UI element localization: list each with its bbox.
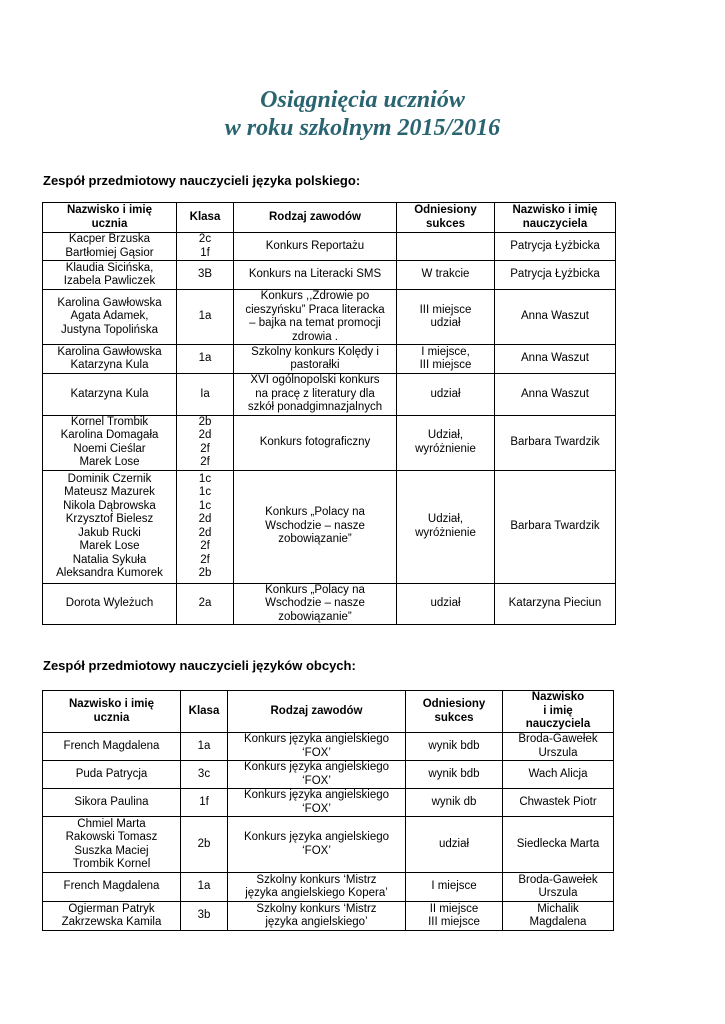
- cell-student: French Magdalena: [43, 873, 181, 902]
- cell-class: Ia: [177, 374, 234, 416]
- column-header-result: Odniesiony sukces: [397, 203, 495, 233]
- cell-student: Klaudia Sicińska, Izabela Pawliczek: [43, 261, 177, 290]
- table-row: [43, 233, 616, 261]
- cell-teacher: Barbara Twardzik: [495, 470, 616, 583]
- cell-class: 1f: [181, 789, 228, 817]
- cell-class: 3B: [177, 261, 234, 290]
- cell-contest: Szkolny konkurs ‘Mistrz języka angielskiego’: [228, 902, 406, 931]
- cell-teacher: Siedlecka Marta: [503, 817, 614, 873]
- cell-teacher: Patrycja Łyżbicka: [495, 261, 616, 290]
- cell-teacher: Broda-Gawełek Urszula: [503, 873, 614, 902]
- cell-student: French Magdalena: [43, 733, 181, 761]
- cell-teacher: Anna Waszut: [495, 374, 616, 416]
- cell-result: W trakcie: [397, 261, 495, 290]
- cell-student: Sikora Paulina: [43, 789, 181, 817]
- page-title-line-2: w roku szkolnym 2015/2016: [224, 115, 501, 141]
- cell-result: udział: [397, 374, 495, 416]
- cell-teacher: Barbara Twardzik: [495, 415, 616, 470]
- table-header-row: [43, 691, 614, 733]
- cell-class: 2c 1f: [177, 233, 234, 261]
- cell-contest: Konkurs języka angielskiego ‘FOX’: [228, 733, 406, 761]
- cell-result: udział: [406, 817, 503, 873]
- cell-class: 3c: [181, 761, 228, 789]
- cell-student: Dorota Wyleżuch: [43, 583, 177, 625]
- cell-result: wynik bdb: [406, 761, 503, 789]
- cell-class: 1a: [181, 733, 228, 761]
- cell-class: 1a: [177, 345, 234, 374]
- cell-result: Udział, wyróżnienie: [397, 470, 495, 583]
- cell-student: Chmiel Marta Rakowski Tomasz Suszka Maciej Trombik Kornel: [43, 817, 181, 873]
- cell-contest: Konkurs języka angielskiego ‘FOX’: [228, 789, 406, 817]
- cell-teacher: Patrycja Łyżbicka: [495, 233, 616, 261]
- cell-contest: Konkurs ,,Zdrowie po cieszyńsku” Praca literacka – bajka na temat promocji zdrowia .: [234, 290, 397, 345]
- cell-result: Udział, wyróżnienie: [397, 415, 495, 470]
- cell-result: I miejsce: [406, 873, 503, 902]
- cell-contest: Konkurs „Polacy na Wschodzie – nasze zobowiązanie”: [234, 470, 397, 583]
- cell-teacher: Anna Waszut: [495, 345, 616, 374]
- cell-class: 1a: [181, 873, 228, 902]
- cell-teacher: Chwastek Piotr: [503, 789, 614, 817]
- cell-class: 1c 1c 1c 2d 2d 2f 2f 2b: [177, 470, 234, 583]
- cell-student: Karolina Gawłowska Agata Adamek, Justyna Topolińska: [43, 290, 177, 345]
- section-heading-polish: Zespół przedmiotowy nauczycieli języka polskiego:: [43, 173, 361, 188]
- table-row: [43, 415, 616, 470]
- cell-result: wynik bdb: [406, 733, 503, 761]
- cell-contest: Konkurs „Polacy na Wschodzie – nasze zobowiązanie”: [234, 583, 397, 625]
- cell-class: 2b: [181, 817, 228, 873]
- cell-contest: Konkurs na Literacki SMS: [234, 261, 397, 290]
- cell-class: 2a: [177, 583, 234, 625]
- cell-result: [397, 233, 495, 261]
- table-row: [43, 261, 616, 290]
- achievements-table-polish: [42, 202, 616, 625]
- cell-student: Katarzyna Kula: [43, 374, 177, 416]
- table-row: [43, 733, 614, 761]
- cell-contest: XVI ogólnopolski konkurs na pracę z literatury dla szkół ponadgimnazjalnych: [234, 374, 397, 416]
- cell-teacher: Wach Alicja: [503, 761, 614, 789]
- column-header-teacher: Nazwisko i imię nauczyciela: [495, 203, 616, 233]
- column-header-result: Odniesiony sukces: [406, 691, 503, 733]
- table-row: [43, 817, 614, 873]
- cell-student: Puda Patrycja: [43, 761, 181, 789]
- cell-student: Ogierman Patryk Zakrzewska Kamila: [43, 902, 181, 931]
- cell-contest: Konkurs Reportażu: [234, 233, 397, 261]
- table-row: [43, 345, 616, 374]
- table-header-row: [43, 203, 616, 233]
- column-header-class: Klasa: [181, 691, 228, 733]
- table-row: [43, 761, 614, 789]
- cell-result: udział: [397, 583, 495, 625]
- achievements-table-foreign-languages: [42, 690, 614, 931]
- cell-student: Kacper Brzuska Bartłomiej Gąsior: [43, 233, 177, 261]
- cell-teacher: Anna Waszut: [495, 290, 616, 345]
- table-row: [43, 873, 614, 902]
- table-row: [43, 374, 616, 416]
- column-header-contest: Rodzaj zawodów: [234, 203, 397, 233]
- cell-class: 1a: [177, 290, 234, 345]
- column-header-teacher: Nazwisko i imię nauczyciela: [503, 691, 614, 733]
- cell-contest: Szkolny konkurs Kolędy i pastorałki: [234, 345, 397, 374]
- column-header-student: Nazwisko i imię ucznia: [43, 203, 177, 233]
- cell-class: 2b 2d 2f 2f: [177, 415, 234, 470]
- cell-class: 3b: [181, 902, 228, 931]
- cell-result: I miejsce, III miejsce: [397, 345, 495, 374]
- cell-contest: Konkurs języka angielskiego ‘FOX’: [228, 761, 406, 789]
- cell-teacher: Katarzyna Pieciun: [495, 583, 616, 625]
- cell-student: Dominik Czernik Mateusz Mazurek Nikola Dąbrowska Krzysztof Bielesz Jakub Rucki Marek Lose Natalia Sykuła Aleksandra Kumorek: [43, 470, 177, 583]
- column-header-student: Nazwisko i imię ucznia: [43, 691, 181, 733]
- column-header-class: Klasa: [177, 203, 234, 233]
- column-header-contest: Rodzaj zawodów: [228, 691, 406, 733]
- cell-teacher: Michalik Magdalena: [503, 902, 614, 931]
- cell-result: II miejsce III miejsce: [406, 902, 503, 931]
- cell-result: III miejsce udział: [397, 290, 495, 345]
- cell-contest: Konkurs języka angielskiego ‘FOX’: [228, 817, 406, 873]
- cell-student: Karolina Gawłowska Katarzyna Kula: [43, 345, 177, 374]
- cell-contest: Szkolny konkurs ‘Mistrz języka angielskiego Kopera’: [228, 873, 406, 902]
- table-row: [43, 789, 614, 817]
- page-title-line-1: Osiągnięcia uczniów: [260, 87, 465, 113]
- table-row: [43, 470, 616, 583]
- cell-teacher: Broda-Gawełek Urszula: [503, 733, 614, 761]
- cell-student: Kornel Trombik Karolina Domagała Noemi Cieślar Marek Lose: [43, 415, 177, 470]
- section-heading-foreign-languages: Zespół przedmiotowy nauczycieli języków obcych:: [43, 658, 356, 673]
- table-row: [43, 290, 616, 345]
- table-row: [43, 902, 614, 931]
- table-row: [43, 583, 616, 625]
- cell-contest: Konkurs fotograficzny: [234, 415, 397, 470]
- cell-result: wynik db: [406, 789, 503, 817]
